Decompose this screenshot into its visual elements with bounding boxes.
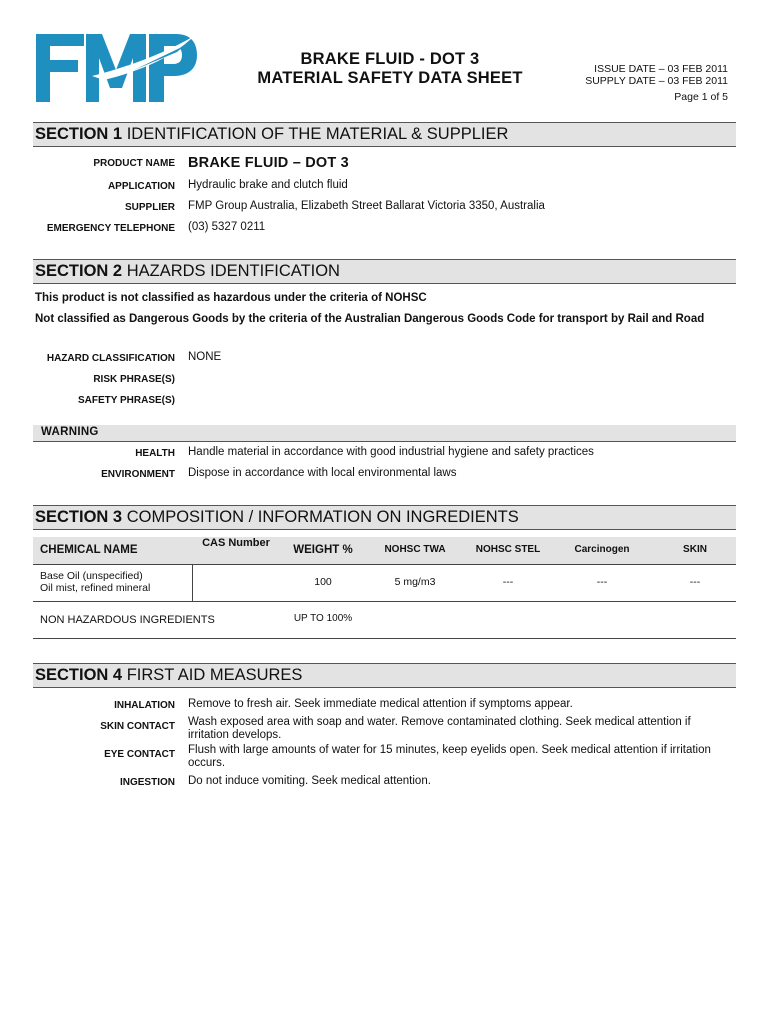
emergency-telephone-label: EMERGENCY TELEPHONE xyxy=(46,223,175,234)
row1-chemical-name-line1: Base Oil (unspecified) xyxy=(40,570,143,582)
fmp-logo xyxy=(34,30,198,104)
inhalation-label: INHALATION xyxy=(114,700,175,711)
fmp-logo-graphic xyxy=(34,30,198,104)
section4-title: FIRST AID MEASURES xyxy=(122,666,303,684)
document-title-line2: MATERIAL SAFETY DATA SHEET xyxy=(257,69,523,87)
ingestion-label: INGESTION xyxy=(119,777,175,788)
row2-name: NON HAZARDOUS INGREDIENTS xyxy=(40,614,215,626)
supplier-label: SUPPLIER xyxy=(124,202,175,213)
inhalation-value: Remove to fresh air. Seek immediate medical attention if symptoms appear. xyxy=(188,698,573,710)
row1-twa: 5 mg/m3 xyxy=(394,576,436,588)
table-row xyxy=(33,565,736,601)
row1-stel: --- xyxy=(502,576,514,588)
application-value: Hydraulic brake and clutch fluid xyxy=(188,179,348,191)
section1-header xyxy=(33,122,736,147)
section3-header xyxy=(33,505,736,530)
table-row xyxy=(33,602,736,638)
section2-number: SECTION 2 xyxy=(35,262,123,280)
col-nohsc-stel: NOHSC STEL xyxy=(475,544,541,555)
row2-weight: UP TO 100% xyxy=(293,613,353,624)
hazard-statement-2: Not classified as Dangerous Goods by the criteria of the Australian Dangerous Goods Code for transport by Rail and Road xyxy=(35,313,705,325)
risk-phrases-label: RISK PHRASE(S) xyxy=(93,374,175,385)
environment-label: ENVIRONMENT xyxy=(101,469,175,480)
environment-value: Dispose in accordance with local environmental laws xyxy=(188,467,457,479)
row1-skin: --- xyxy=(689,576,701,588)
skin-contact-value: Wash exposed area with soap and water. Remove contaminated clothing. Seek medical attention if irritation develops. xyxy=(188,716,691,741)
row1-chemical-name-line2: Oil mist, refined mineral xyxy=(40,582,151,594)
section2-title: HAZARDS IDENTIFICATION xyxy=(122,262,340,280)
col-weight: WEIGHT % xyxy=(293,544,353,556)
hazard-statement-1: This product is not classified as hazardous under the criteria of NOHSC xyxy=(35,292,427,304)
section4-header xyxy=(33,663,736,688)
hazard-classification-value: NONE xyxy=(188,351,222,363)
product-name-value: BRAKE FLUID – DOT 3 xyxy=(188,155,349,171)
skin-contact-label: SKIN CONTACT xyxy=(100,721,175,732)
col-carcinogen: Carcinogen xyxy=(574,544,630,555)
table-rule-bottom xyxy=(33,638,736,639)
col-cas-number: CAS Number xyxy=(202,537,270,549)
issue-date: ISSUE DATE – 03 FEB 2011 xyxy=(594,63,728,75)
warning-label: WARNING xyxy=(41,426,99,438)
row1-carcinogen: --- xyxy=(596,576,608,588)
section3-number: SECTION 3 xyxy=(35,508,123,526)
product-name-label: PRODUCT NAME xyxy=(93,158,175,169)
eye-contact-value: Flush with large amounts of water for 15 minutes, keep eyelids open. Seek medical attention if irritation occurs. xyxy=(188,744,711,769)
health-label: HEALTH xyxy=(135,448,175,459)
safety-phrases-label: SAFETY PHRASE(S) xyxy=(77,395,175,406)
ingestion-value: Do not induce vomiting. Seek medical attention. xyxy=(188,775,431,787)
supplier-value: FMP Group Australia, Elizabeth Street Ballarat Victoria 3350, Australia xyxy=(188,200,545,212)
emergency-telephone-value: (03) 5327 0211 xyxy=(188,221,266,233)
eye-contact-label: EYE CONTACT xyxy=(104,749,175,760)
warning-bar xyxy=(33,425,736,442)
col-chemical-name: CHEMICAL NAME xyxy=(40,544,138,556)
col-skin: SKIN xyxy=(683,544,707,555)
health-value: Handle material in accordance with good industrial hygiene and safety practices xyxy=(188,446,594,458)
section4-number: SECTION 4 xyxy=(35,666,123,684)
section3-title: COMPOSITION / INFORMATION ON INGREDIENTS xyxy=(122,508,519,526)
section2-header xyxy=(33,259,736,284)
row1-weight: 100 xyxy=(314,576,332,588)
page-number: Page 1 of 5 xyxy=(674,91,728,103)
application-label: APPLICATION xyxy=(107,181,175,192)
document-title-line1: BRAKE FLUID - DOT 3 xyxy=(300,50,480,68)
supply-date: SUPPLY DATE – 03 FEB 2011 xyxy=(585,75,728,87)
ingredients-table-header xyxy=(33,537,736,564)
col-nohsc-twa: NOHSC TWA xyxy=(384,544,446,555)
hazard-classification-label: HAZARD CLASSIFICATION xyxy=(46,353,175,364)
section1-title: IDENTIFICATION OF THE MATERIAL & SUPPLIER xyxy=(122,125,509,143)
section1-number: SECTION 1 xyxy=(35,125,123,143)
